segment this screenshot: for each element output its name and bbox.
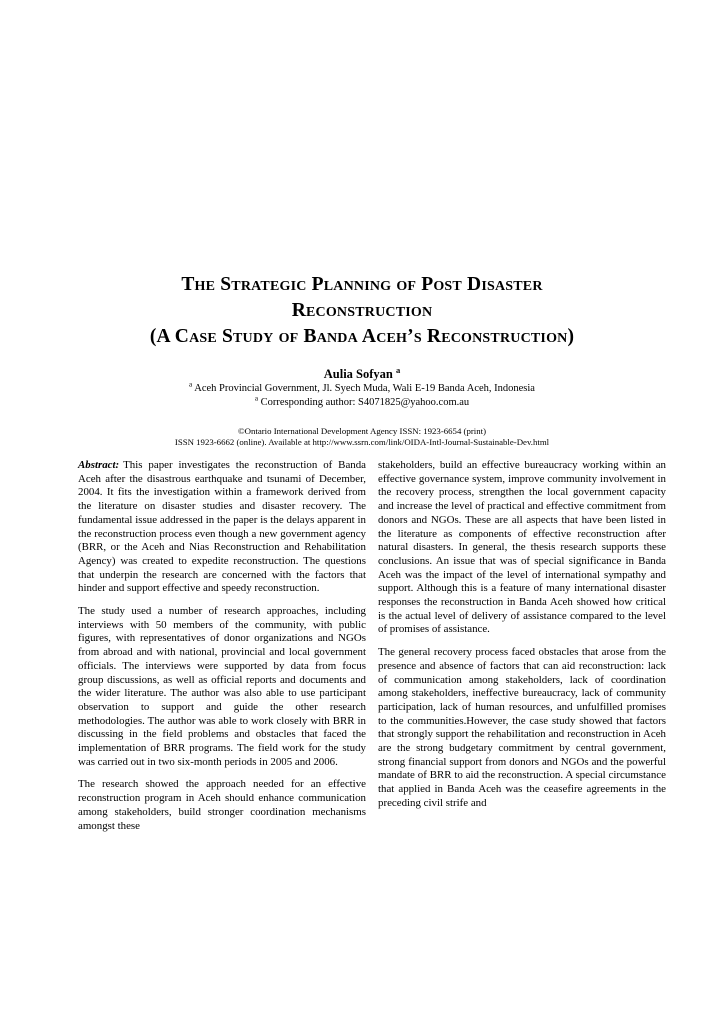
paper-title-line-1: The Strategic Planning of Post Disaster — [181, 274, 543, 295]
abstract-right-column — [378, 459, 666, 842]
affiliation-text: Aceh Provincial Government, Jl. Syech Muda, Wali E-19 Banda Aceh, Indonesia — [194, 383, 535, 394]
paper-title-line-3: (A Case Study of Banda Aceh’s Reconstruction) — [149, 326, 575, 347]
journal-imprint — [30, 426, 694, 448]
abstract-paragraph-2: The study used a number of research approaches, including interviews with 50 members of the community, with public figures, with representatives of donor organizations and NGOs from abroad and with national, provincial and local government officials. The interviews were supported by data from focus group discussions, as well as official reports and documents and the wider literature. The author was also able to use participant observation to support and guide the other research methodologies. The author was able to work closely with BRR in discussing in the field problems and obstacles that faced the implementation of BRR programs. The field work for the study was carried out in two six-month periods in 2005 and 2006. — [78, 605, 366, 768]
abstract-left-column — [78, 459, 366, 842]
imprint-line-2: ISSN 1923-6662 (online). Available at http://www.ssrn.com/link/OIDA-Intl-Journal-Sustainable-Dev.html — [174, 437, 550, 447]
author-block — [40, 366, 684, 409]
abstract-paragraph-1 — [78, 459, 366, 596]
affiliation-superscript: a — [189, 380, 193, 389]
author-name-text: Aulia Sofyan — [323, 367, 393, 381]
paper-title — [40, 272, 684, 350]
imprint-line-1: ©Ontario International Development Agency ISSN: 1923-6654 (print) — [237, 426, 487, 436]
abstract-label: Abstract: — [78, 459, 120, 471]
author-name — [40, 366, 684, 382]
corresponding-superscript: a — [254, 394, 258, 402]
author-affiliation — [40, 382, 684, 396]
abstract-paragraph-1-text: This paper investigates the reconstruction of Banda Aceh after the disastrous earthquake and tsunami of December, 2004. It fits the investigation within a framework derived from the literature on disaster studies and disaster recovery. The fundamental issue addressed in the paper is the delays apparent in the reconstruction process even though a new government agency (BRR, or the Aceh and Nias Reconstruction and Rehabilitation Agency) was created to expedite reconstruction. The questions that underpin the research are concerned with the factors that hinder and support effective and speedy reconstruction. — [78, 459, 366, 595]
paper-title-line-2: Reconstruction — [291, 300, 433, 321]
corresponding-author — [40, 396, 684, 410]
abstract-paragraph-4: stakeholders, build an effective bureaucracy working within an effective governance system, improve community involvement in the recovery process, strengthen the local government capacity and increase the level of practical and effective commitment from donors and NGOs. These are all aspects that have been listed in the literature as components of effective reconstruction after natural disasters. In general, the thesis research supports these conclusions. An issue that was of special significance in Banda Aceh was the impact of the level of international sympathy and support. Although this is a feature of many international disaster responses the reconstruction in Banda Aceh showed how critical is the actual level of delivery of assistance compared to the level of promises of assistance. — [378, 459, 666, 636]
abstract-columns — [78, 459, 666, 842]
abstract-paragraph-5: The general recovery process faced obstacles that arose from the presence and absence of factors that can aid reconstruction: lack of communication among stakeholders, lack of coordination among stakeholders, ineffective bureaucracy, lack of community participation, lack of human resources, and unfulfilled promises to the communities.However, the case study showed that factors that strongly support the rehabilitation and reconstruction in Aceh are the strong budgetary commitment by central government, strong financial support from donors and NGOs and the powerful mandate of BRR to aid the reconstruction. A special circumstance that applied in Banda Aceh was the ceasefire agreements in the preceding civil strife and — [378, 646, 666, 809]
abstract-paragraph-3: The research showed the approach needed for an effective reconstruction program in Aceh should enhance communication among stakeholders, build stronger coordination mechanisms amongst these — [78, 778, 366, 832]
corresponding-text: Corresponding author: S4071825@yahoo.com.au — [260, 396, 470, 408]
author-name-superscript: a — [396, 364, 401, 375]
